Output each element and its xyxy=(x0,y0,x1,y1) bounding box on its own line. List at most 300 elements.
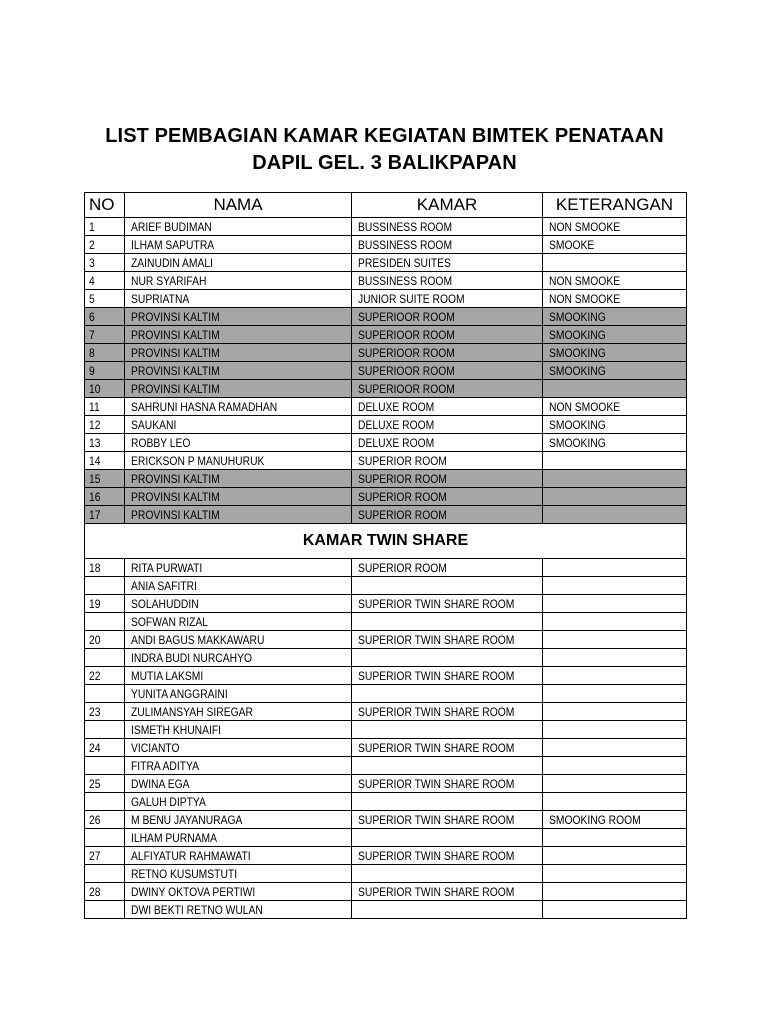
cell-nama-text: YUNITA ANGGRAINI xyxy=(131,686,228,701)
cell-keterangan xyxy=(543,793,687,811)
cell-no xyxy=(85,829,125,847)
cell-nama-text: ZULIMANSYAH SIREGAR xyxy=(131,704,253,719)
cell-nama xyxy=(125,559,352,577)
table-row xyxy=(85,362,687,380)
cell-nama-text: MUTIA LAKSMI xyxy=(131,668,204,683)
table-row xyxy=(85,577,687,595)
cell-kamar xyxy=(352,380,543,398)
table-row xyxy=(85,470,687,488)
cell-nama-text: DWI BEKTI RETNO WULAN xyxy=(131,902,263,917)
cell-kamar-text: SUPERIOR TWIN SHARE ROOM xyxy=(358,884,515,899)
twin-share-section xyxy=(85,524,687,559)
main-rows xyxy=(85,218,687,524)
cell-kamar xyxy=(352,344,543,362)
cell-no xyxy=(85,218,125,236)
cell-nama xyxy=(125,595,352,613)
cell-nama-text: DWINA EGA xyxy=(131,776,190,791)
cell-keterangan xyxy=(543,380,687,398)
cell-nama-text: DWINY OKTOVA PERTIWI xyxy=(131,884,256,899)
cell-no xyxy=(85,272,125,290)
table-row xyxy=(85,811,687,829)
cell-kamar xyxy=(352,218,543,236)
cell-keterangan xyxy=(543,488,687,506)
cell-keterangan xyxy=(543,847,687,865)
cell-no xyxy=(85,649,125,667)
cell-nama-text: ERICKSON P MANUHURUK xyxy=(131,453,265,468)
cell-kamar-text: SUPERIOR TWIN SHARE ROOM xyxy=(358,704,515,719)
cell-kamar-text: DELUXE ROOM xyxy=(358,399,435,414)
cell-keterangan-text: SMOOKING xyxy=(549,327,606,342)
cell-nama-text: ISMETH KHUNAIFI xyxy=(131,722,222,737)
cell-no xyxy=(85,757,125,775)
cell-kamar xyxy=(352,847,543,865)
table-row xyxy=(85,757,687,775)
cell-keterangan xyxy=(543,559,687,577)
cell-keterangan-text: NON SMOOKE xyxy=(549,291,621,306)
cell-no-text: 27 xyxy=(89,848,101,863)
cell-nama xyxy=(125,811,352,829)
cell-nama xyxy=(125,901,352,919)
cell-kamar-text: SUPERIOR TWIN SHARE ROOM xyxy=(358,740,515,755)
cell-nama xyxy=(125,721,352,739)
cell-keterangan xyxy=(543,326,687,344)
cell-nama xyxy=(125,308,352,326)
cell-kamar-text: PRESIDEN SUITES xyxy=(358,255,451,270)
cell-nama-text: ARIEF BUDIMAN xyxy=(131,219,212,234)
cell-kamar xyxy=(352,362,543,380)
cell-nama-text: ROBBY LEO xyxy=(131,435,191,450)
cell-nama xyxy=(125,631,352,649)
cell-kamar-text: JUNIOR SUITE ROOM xyxy=(358,291,465,306)
cell-nama-text: ILHAM SAPUTRA xyxy=(131,237,215,252)
cell-nama-text: ILHAM PURNAMA xyxy=(131,830,218,845)
cell-keterangan xyxy=(543,613,687,631)
table-row xyxy=(85,326,687,344)
cell-no xyxy=(85,631,125,649)
cell-nama-text: PROVINSI KALTIM xyxy=(131,327,220,342)
cell-nama xyxy=(125,380,352,398)
cell-nama-text: PROVINSI KALTIM xyxy=(131,507,220,522)
table-row xyxy=(85,829,687,847)
cell-no-text: 24 xyxy=(89,740,101,755)
cell-keterangan-text: NON SMOOKE xyxy=(549,219,621,234)
cell-keterangan xyxy=(543,775,687,793)
cell-nama-text: SAHRUNI HASNA RAMADHAN xyxy=(131,399,278,414)
table-row xyxy=(85,793,687,811)
cell-keterangan xyxy=(543,721,687,739)
cell-no-text: 19 xyxy=(89,596,101,611)
column-header-no: NO xyxy=(85,193,125,218)
cell-keterangan xyxy=(543,595,687,613)
cell-kamar xyxy=(352,326,543,344)
table-row xyxy=(85,452,687,470)
cell-nama xyxy=(125,757,352,775)
cell-nama xyxy=(125,236,352,254)
cell-kamar xyxy=(352,667,543,685)
cell-keterangan-text: SMOOKING xyxy=(549,435,606,450)
cell-no xyxy=(85,559,125,577)
cell-no xyxy=(85,721,125,739)
cell-no-text: 11 xyxy=(89,399,100,414)
cell-nama xyxy=(125,344,352,362)
cell-keterangan xyxy=(543,829,687,847)
cell-nama-text: NUR SYARIFAH xyxy=(131,273,207,288)
cell-kamar xyxy=(352,559,543,577)
cell-no xyxy=(85,667,125,685)
cell-nama xyxy=(125,739,352,757)
cell-no xyxy=(85,434,125,452)
cell-no xyxy=(85,398,125,416)
cell-keterangan xyxy=(543,290,687,308)
cell-kamar xyxy=(352,613,543,631)
cell-nama xyxy=(125,272,352,290)
cell-keterangan xyxy=(543,272,687,290)
cell-no xyxy=(85,452,125,470)
cell-keterangan xyxy=(543,452,687,470)
cell-no-text: 18 xyxy=(89,560,101,575)
cell-keterangan xyxy=(543,577,687,595)
cell-keterangan xyxy=(543,398,687,416)
cell-keterangan xyxy=(543,344,687,362)
table-row xyxy=(85,559,687,577)
table-row xyxy=(85,344,687,362)
cell-nama xyxy=(125,452,352,470)
cell-kamar xyxy=(352,506,543,524)
cell-nama xyxy=(125,847,352,865)
cell-keterangan xyxy=(543,649,687,667)
cell-keterangan xyxy=(543,506,687,524)
cell-keterangan xyxy=(543,308,687,326)
cell-nama-text: SAUKANI xyxy=(131,417,177,432)
table-row xyxy=(85,901,687,919)
cell-kamar-text: SUPERIOR TWIN SHARE ROOM xyxy=(358,596,515,611)
cell-kamar xyxy=(352,290,543,308)
table-row xyxy=(85,398,687,416)
cell-kamar-text: DELUXE ROOM xyxy=(358,435,435,450)
cell-no-text: 12 xyxy=(89,417,101,432)
cell-kamar xyxy=(352,685,543,703)
cell-nama xyxy=(125,488,352,506)
table-row xyxy=(85,506,687,524)
table-row xyxy=(85,685,687,703)
table-row xyxy=(85,488,687,506)
cell-no-text: 7 xyxy=(89,327,95,342)
cell-keterangan xyxy=(543,254,687,272)
cell-kamar xyxy=(352,236,543,254)
cell-no xyxy=(85,416,125,434)
cell-nama xyxy=(125,649,352,667)
cell-kamar xyxy=(352,649,543,667)
cell-kamar-text: DELUXE ROOM xyxy=(358,417,435,432)
cell-no-text: 8 xyxy=(89,345,95,360)
table-row xyxy=(85,218,687,236)
cell-no xyxy=(85,703,125,721)
cell-kamar xyxy=(352,631,543,649)
cell-no xyxy=(85,326,125,344)
cell-no xyxy=(85,595,125,613)
cell-keterangan xyxy=(543,703,687,721)
cell-nama-text: PROVINSI KALTIM xyxy=(131,489,220,504)
cell-nama-text: FITRA ADITYA xyxy=(131,758,200,773)
cell-no xyxy=(85,290,125,308)
table-row xyxy=(85,254,687,272)
cell-nama-text: RITA PURWATI xyxy=(131,560,203,575)
cell-nama-text: GALUH DIPTYA xyxy=(131,794,206,809)
cell-no-text: 16 xyxy=(89,489,101,504)
cell-kamar xyxy=(352,577,543,595)
cell-no xyxy=(85,254,125,272)
cell-keterangan xyxy=(543,362,687,380)
cell-nama xyxy=(125,470,352,488)
room-allocation-table xyxy=(84,192,687,919)
cell-no-text: 20 xyxy=(89,632,101,647)
cell-keterangan xyxy=(543,811,687,829)
cell-keterangan-text: SMOOKE xyxy=(549,237,595,252)
cell-kamar-text: BUSSINESS ROOM xyxy=(358,273,453,288)
cell-kamar-text: SUPERIOR ROOM xyxy=(358,507,447,522)
cell-no xyxy=(85,470,125,488)
cell-no xyxy=(85,865,125,883)
cell-kamar xyxy=(352,595,543,613)
cell-no xyxy=(85,308,125,326)
cell-kamar-text: SUPERIOOR ROOM xyxy=(358,381,455,396)
cell-keterangan xyxy=(543,416,687,434)
cell-keterangan-text: SMOOKING xyxy=(549,345,606,360)
table-row xyxy=(85,290,687,308)
cell-keterangan-text: NON SMOOKE xyxy=(549,399,621,414)
document-title xyxy=(84,123,685,177)
cell-nama-text: ALFIYATUR RAHMAWATI xyxy=(131,848,251,863)
cell-keterangan xyxy=(543,236,687,254)
cell-keterangan-text: SMOOKING xyxy=(549,417,606,432)
cell-keterangan xyxy=(543,685,687,703)
cell-keterangan xyxy=(543,757,687,775)
table-row xyxy=(85,272,687,290)
cell-no-text: 23 xyxy=(89,704,101,719)
cell-no xyxy=(85,236,125,254)
cell-no xyxy=(85,344,125,362)
cell-keterangan xyxy=(543,434,687,452)
cell-no xyxy=(85,883,125,901)
cell-nama xyxy=(125,613,352,631)
cell-nama xyxy=(125,793,352,811)
cell-keterangan xyxy=(543,865,687,883)
cell-kamar xyxy=(352,865,543,883)
cell-nama-text: SOLAHUDDIN xyxy=(131,596,199,611)
cell-kamar-text: SUPERIOOR ROOM xyxy=(358,327,455,342)
cell-kamar-text: SUPERIOR ROOM xyxy=(358,471,447,486)
cell-nama-text: VICIANTO xyxy=(131,740,180,755)
cell-no-text: 22 xyxy=(89,668,101,683)
cell-kamar-text: SUPERIOOR ROOM xyxy=(358,363,455,378)
cell-kamar xyxy=(352,470,543,488)
cell-nama xyxy=(125,577,352,595)
cell-kamar xyxy=(352,272,543,290)
cell-no xyxy=(85,847,125,865)
table-row xyxy=(85,434,687,452)
cell-kamar-text: SUPERIOR TWIN SHARE ROOM xyxy=(358,812,515,827)
cell-nama-text: PROVINSI KALTIM xyxy=(131,471,220,486)
cell-nama xyxy=(125,667,352,685)
column-header-kamar: KAMAR xyxy=(352,193,543,218)
cell-no-text: 1 xyxy=(89,219,95,234)
cell-kamar xyxy=(352,793,543,811)
cell-nama-text: INDRA BUDI NURCAHYO xyxy=(131,650,252,665)
table-row xyxy=(85,847,687,865)
cell-kamar-text: SUPERIOOR ROOM xyxy=(358,309,455,324)
cell-no-text: 25 xyxy=(89,776,101,791)
cell-kamar xyxy=(352,739,543,757)
cell-keterangan-text: SMOOKING ROOM xyxy=(549,812,641,827)
cell-nama-text: M BENU JAYANURAGA xyxy=(131,812,243,827)
table-row xyxy=(85,613,687,631)
table-row xyxy=(85,649,687,667)
cell-no xyxy=(85,506,125,524)
table-row xyxy=(85,865,687,883)
cell-kamar xyxy=(352,901,543,919)
cell-nama xyxy=(125,290,352,308)
cell-keterangan xyxy=(543,883,687,901)
cell-nama xyxy=(125,829,352,847)
cell-nama xyxy=(125,506,352,524)
cell-kamar-text: SUPERIOR ROOM xyxy=(358,489,447,504)
column-header-keterangan: KETERANGAN xyxy=(543,193,687,218)
cell-kamar-text: SUPERIOR ROOM xyxy=(358,453,447,468)
cell-kamar xyxy=(352,775,543,793)
table-row xyxy=(85,739,687,757)
cell-nama xyxy=(125,703,352,721)
table-row xyxy=(85,416,687,434)
section-title-twin-share: KAMAR TWIN SHARE xyxy=(85,524,687,559)
table-row xyxy=(85,631,687,649)
table-row xyxy=(85,883,687,901)
cell-kamar-text: SUPERIOOR ROOM xyxy=(358,345,455,360)
cell-no-text: 6 xyxy=(89,309,95,324)
title-line-2: DAPIL GEL. 3 BALIKPAPAN xyxy=(252,152,517,174)
cell-nama xyxy=(125,865,352,883)
cell-kamar xyxy=(352,829,543,847)
cell-no xyxy=(85,362,125,380)
cell-no-text: 13 xyxy=(89,435,101,450)
cell-no xyxy=(85,380,125,398)
table-row xyxy=(85,667,687,685)
table-row xyxy=(85,721,687,739)
table-row xyxy=(85,380,687,398)
table-row xyxy=(85,595,687,613)
cell-nama-text: PROVINSI KALTIM xyxy=(131,309,220,324)
cell-nama xyxy=(125,326,352,344)
table-header-row xyxy=(85,193,687,218)
cell-keterangan xyxy=(543,631,687,649)
cell-no-text: 10 xyxy=(89,381,101,396)
cell-kamar xyxy=(352,398,543,416)
cell-kamar xyxy=(352,434,543,452)
cell-no-text: 28 xyxy=(89,884,101,899)
cell-no xyxy=(85,613,125,631)
cell-no-text: 26 xyxy=(89,812,101,827)
cell-kamar xyxy=(352,254,543,272)
cell-kamar xyxy=(352,883,543,901)
cell-nama xyxy=(125,362,352,380)
title-line-1: LIST PEMBAGIAN KAMAR KEGIATAN BIMTEK PENATAAN xyxy=(105,125,664,147)
cell-nama-text: SUPRIATNA xyxy=(131,291,190,306)
cell-nama xyxy=(125,883,352,901)
cell-nama-text: PROVINSI KALTIM xyxy=(131,345,220,360)
cell-no xyxy=(85,685,125,703)
cell-kamar-text: SUPERIOR ROOM xyxy=(358,560,447,575)
cell-no-text: 5 xyxy=(89,291,95,306)
cell-no xyxy=(85,793,125,811)
cell-nama xyxy=(125,398,352,416)
cell-no xyxy=(85,488,125,506)
column-header-nama: NAMA xyxy=(125,193,352,218)
cell-no xyxy=(85,577,125,595)
cell-no-text: 2 xyxy=(89,237,95,252)
cell-kamar xyxy=(352,811,543,829)
cell-kamar-text: BUSSINESS ROOM xyxy=(358,219,453,234)
cell-keterangan xyxy=(543,667,687,685)
cell-kamar-text: BUSSINESS ROOM xyxy=(358,237,453,252)
cell-kamar xyxy=(352,703,543,721)
cell-kamar xyxy=(352,488,543,506)
table-row xyxy=(85,775,687,793)
cell-nama xyxy=(125,685,352,703)
cell-kamar-text: SUPERIOR TWIN SHARE ROOM xyxy=(358,848,515,863)
cell-nama xyxy=(125,254,352,272)
cell-nama-text: SOFWAN RIZAL xyxy=(131,614,209,629)
cell-no-text: 3 xyxy=(89,255,95,270)
cell-no xyxy=(85,811,125,829)
cell-keterangan-text: SMOOKING xyxy=(549,309,606,324)
cell-no-text: 14 xyxy=(89,453,101,468)
cell-keterangan xyxy=(543,901,687,919)
cell-nama xyxy=(125,775,352,793)
cell-keterangan-text: SMOOKING xyxy=(549,363,606,378)
cell-kamar-text: SUPERIOR TWIN SHARE ROOM xyxy=(358,632,515,647)
cell-keterangan-text: NON SMOOKE xyxy=(549,273,621,288)
cell-nama xyxy=(125,416,352,434)
table-row xyxy=(85,703,687,721)
twin-share-rows xyxy=(85,559,687,919)
cell-no-text: 17 xyxy=(89,507,101,522)
cell-nama-text: ANIA SAFITRI xyxy=(131,578,197,593)
cell-keterangan xyxy=(543,470,687,488)
cell-nama xyxy=(125,218,352,236)
cell-kamar xyxy=(352,308,543,326)
cell-no xyxy=(85,739,125,757)
cell-no-text: 4 xyxy=(89,273,95,288)
cell-kamar xyxy=(352,721,543,739)
cell-no xyxy=(85,775,125,793)
cell-nama-text: PROVINSI KALTIM xyxy=(131,363,220,378)
table-row xyxy=(85,236,687,254)
cell-no xyxy=(85,901,125,919)
section-header-row xyxy=(85,524,687,559)
table-row xyxy=(85,308,687,326)
cell-nama-text: ZAINUDIN AMALI xyxy=(131,255,214,270)
cell-nama xyxy=(125,434,352,452)
cell-no-text: 15 xyxy=(89,471,101,486)
cell-kamar xyxy=(352,416,543,434)
cell-keterangan xyxy=(543,218,687,236)
cell-nama-text: PROVINSI KALTIM xyxy=(131,381,220,396)
cell-nama-text: ANDI BAGUS MAKKAWARU xyxy=(131,632,265,647)
cell-kamar-text: SUPERIOR TWIN SHARE ROOM xyxy=(358,776,515,791)
cell-kamar xyxy=(352,452,543,470)
cell-kamar-text: SUPERIOR TWIN SHARE ROOM xyxy=(358,668,515,683)
cell-no-text: 9 xyxy=(89,363,95,378)
cell-keterangan xyxy=(543,739,687,757)
